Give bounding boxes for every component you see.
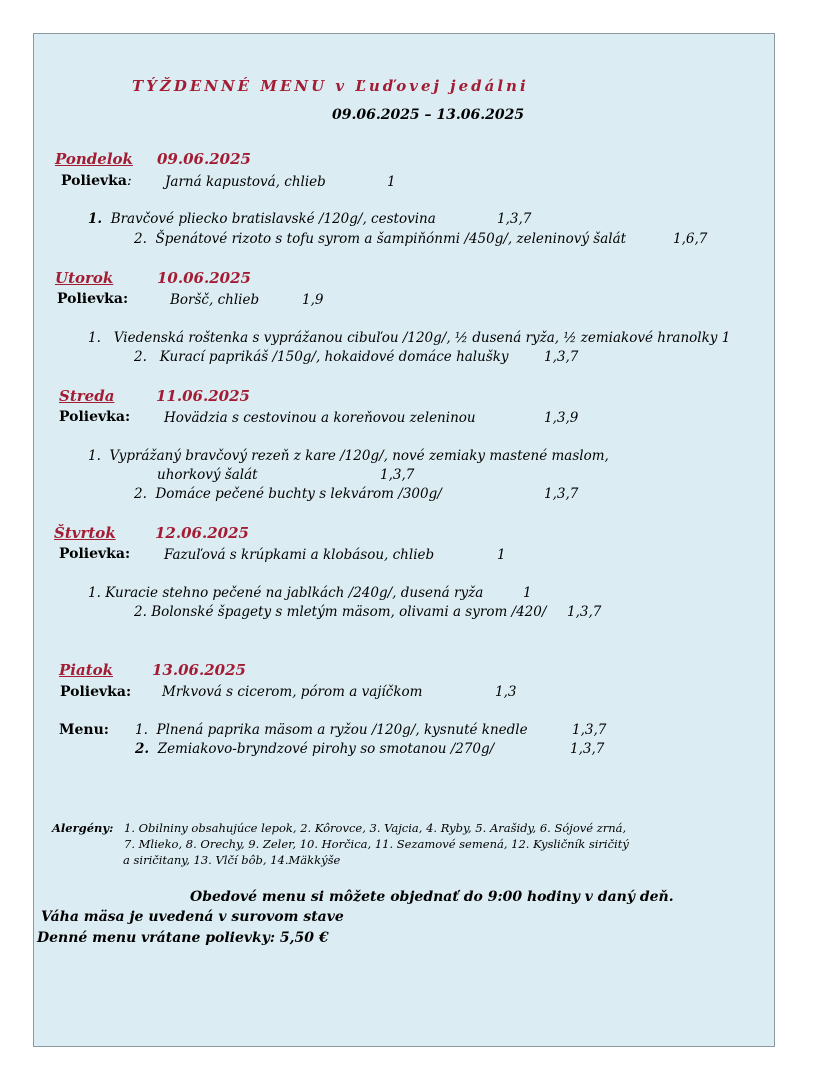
day-name-wednesday: Streda — [59, 387, 115, 405]
dish-2-allergens-monday: 1,6,7 — [673, 231, 708, 247]
soup-label-friday: Polievka: — [60, 684, 132, 700]
dish-1-friday: 1. Plnená paprika mäsom a ryžou /120g/, kysnuté knedle — [135, 722, 528, 738]
day-date-tuesday: 10.06.2025 — [157, 269, 251, 287]
soup-thursday: Fazuľová s krúpkami a klobásou, chlieb — [164, 547, 435, 563]
dish-1-thursday: 1. Kuracie stehno pečené na jablkách /240g/, dusená ryža — [88, 585, 484, 601]
soup-label-wednesday: Polievka: — [59, 409, 131, 425]
soup-label-monday: Polievka: — [61, 173, 132, 189]
day-date-wednesday: 11.06.2025 — [156, 387, 250, 405]
soup-allergens-tuesday: 1,9 — [302, 292, 324, 308]
soup-label-thursday: Polievka: — [59, 546, 131, 562]
soup-allergens-friday: 1,3 — [495, 684, 517, 700]
dish-1-allergens-monday: 1,3,7 — [497, 211, 532, 227]
dish-2-wednesday: 2. Domáce pečené buchty s lekvárom /300g/ — [134, 486, 442, 502]
allergens-line-3: a siričitany, 13. Vlčí bôb, 14.Mäkkýše — [123, 853, 341, 867]
day-name-monday: Pondelok — [55, 150, 133, 168]
dish-2-monday: 2. Špenátové rizoto s tofu syrom a šampiňónmi /450g/, zeleninový šalát — [134, 231, 627, 247]
day-date-monday: 09.06.2025 — [157, 150, 251, 168]
price-note: Denné menu vrátane polievky: 5,50 € — [37, 930, 329, 946]
date-range: 09.06.2025 – 13.06.2025 — [332, 107, 525, 123]
day-name-tuesday: Utorok — [55, 269, 114, 287]
allergens-line-1: 1. Obilniny obsahujúce lepok, 2. Kôrovce, 3. Vajcia, 4. Ryby, 5. Arašidy, 6. Sójové zrná, — [124, 821, 627, 835]
dish-2-allergens-wednesday: 1,3,7 — [544, 486, 579, 502]
soup-allergens-thursday: 1 — [497, 547, 506, 563]
soup-allergens-monday: 1 — [387, 174, 396, 190]
soup-monday: Jarná kapustová, chlieb — [165, 174, 326, 190]
weight-note: Váha mäsa je uvedená v surovom stave — [41, 909, 344, 925]
dish-2-tuesday: 2. Kurací paprikáš /150g/, hokaidové domáce halušky — [134, 349, 509, 365]
dish-2-allergens-thursday: 1,3,7 — [567, 604, 602, 620]
soup-label-tuesday: Polievka: — [57, 291, 129, 307]
order-note: Obedové menu si môžete objednať do 9:00 hodiny v daný deň. — [190, 889, 674, 905]
dish-1-allergens-wednesday: 1,3,7 — [380, 467, 415, 483]
allergens-label: Alergény: — [52, 821, 114, 835]
dish-1-tuesday: 1. Viedenská roštenka s vyprážanou cibuľou /120g/, ½ dusená ryža, ½ zemiakové hranolky 1 — [88, 330, 731, 346]
allergens-line-2: 7. Mlieko, 8. Orechy, 9. Zeler, 10. Horčica, 11. Sezamové semená, 12. Kysličník siričitý — [124, 837, 629, 851]
soup-friday: Mrkvová s cicerom, pórom a vajíčkom — [162, 684, 423, 700]
soup-wednesday: Hovädzia s cestovinou a koreňovou zeleninou — [164, 410, 476, 426]
dish-1-wednesday: 1. Vyprážaný bravčový rezeň z kare /120g/, nové zemiaky mastené maslom, — [88, 448, 609, 464]
day-date-friday: 13.06.2025 — [152, 661, 246, 679]
soup-tuesday: Boršč, chlieb — [170, 292, 260, 308]
dish-2-friday: 2. Zemiakovo-bryndzové pirohy so smotanou /270g/ — [135, 741, 495, 757]
menu-title: TÝŽDENNÉ MENU v Ľuďovej jedálni — [132, 77, 529, 95]
menu-label-friday: Menu: — [59, 722, 109, 738]
dish-2-allergens-friday: 1,3,7 — [570, 741, 605, 757]
dish-2-thursday: 2. Bolonské špagety s mletým mäsom, olivami a syrom /420/ — [134, 604, 547, 620]
day-name-thursday: Štvrtok — [54, 524, 116, 542]
dish-1-monday: 1. Bravčové pliecko bratislavské /120g/, cestovina — [88, 211, 436, 227]
dish-2-allergens-tuesday: 1,3,7 — [544, 349, 579, 365]
day-name-friday: Piatok — [59, 661, 114, 679]
day-date-thursday: 12.06.2025 — [155, 524, 249, 542]
dish-1-line2-wednesday: uhorkový šalát — [157, 467, 258, 483]
soup-allergens-wednesday: 1,3,9 — [544, 410, 579, 426]
dish-1-allergens-thursday: 1 — [523, 585, 532, 601]
dish-1-allergens-friday: 1,3,7 — [572, 722, 607, 738]
